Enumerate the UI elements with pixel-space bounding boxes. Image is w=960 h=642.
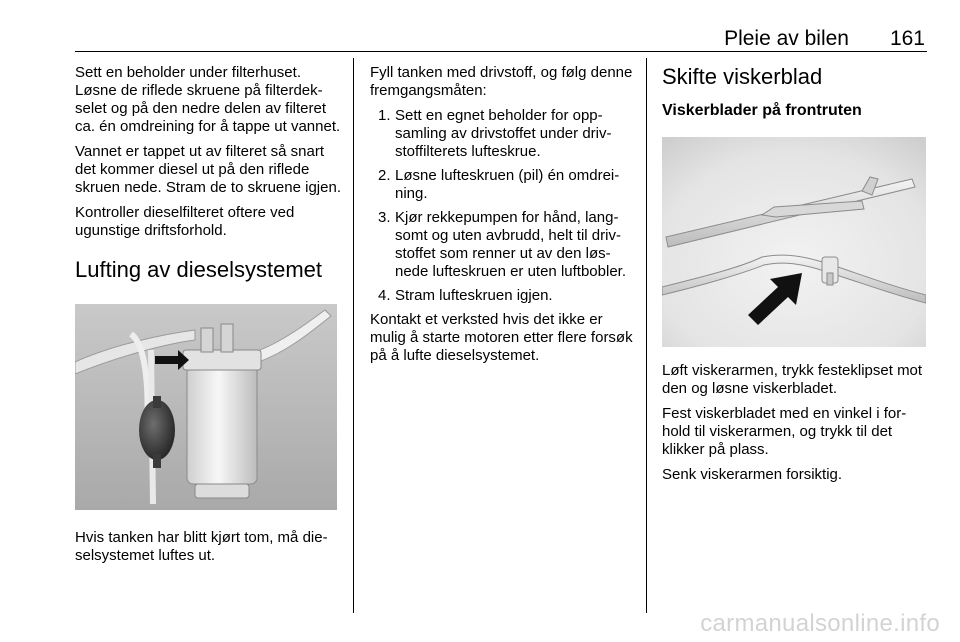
step-text: Løsne lufteskruen (pil) én omdreining.: [395, 167, 620, 202]
step-number: 3.: [378, 209, 391, 226]
steps-list: [370, 107, 638, 305]
step-text: Kjør rekkepumpen for hånd, langsomt og uten avbrudd, helt til drivstoffet som renner ut av den løsnede lufteskruen er uten luftbobler.: [395, 209, 626, 280]
subheading: Viskerblader på frontruten: [662, 102, 862, 119]
page-header: [75, 0, 927, 52]
column-3: [662, 64, 928, 491]
paragraph: Senk viskerarmen forsiktig.: [662, 466, 843, 483]
page-number: 161: [889, 27, 925, 50]
column-2: [370, 64, 638, 372]
paragraph: Løft viskerarmen, trykk festeklipset mot den og løsne viskerbladet.: [662, 362, 923, 397]
paragraph: Fest viskerbladet med en vinkel i forhold til viskerarmen, og trykk til det klikker på plass.: [662, 405, 907, 458]
list-item: [370, 167, 638, 203]
watermark: carmanualsonline.info: [700, 610, 940, 637]
step-number: 2.: [378, 167, 391, 184]
column-divider: [353, 58, 354, 613]
list-item: [370, 107, 638, 161]
paragraph: Fyll tanken med drivstoff, og følg denne fremgangsmåten:: [370, 64, 633, 99]
step-text: Sett en egnet beholder for oppsamling av drivstoffet under drivstoffilterets lufteskrue.: [395, 107, 612, 160]
step-number: 4.: [378, 287, 391, 304]
section-heading: Skifte viskerblad: [662, 64, 823, 89]
list-item: [370, 287, 638, 305]
step-number: 1.: [378, 107, 391, 124]
wiper-blade-illustration: [662, 137, 926, 347]
diesel-filter-illustration: [75, 304, 337, 510]
paragraph: Sett en beholder under filterhuset. Løsne de riflede skruene på filterdekselet og på den nedre delen av filteret ca. én omdreining for å tappe ut vannet.: [75, 64, 341, 135]
paragraph: Vannet er tappet ut av filteret så snart det kommer diesel ut på den riflede skruen nede. Stram de to skruene igjen.: [75, 143, 341, 196]
column-divider: [646, 58, 647, 613]
column-1: [75, 64, 345, 572]
paragraph: Kontroller dieselfilteret oftere ved ugunstige driftsforhold.: [75, 204, 295, 239]
figure-caption: Hvis tanken har blitt kjørt tom, må dieselsystemet luftes ut.: [75, 529, 328, 564]
section-heading: Lufting av dieselsystemet: [75, 257, 323, 282]
paragraph: Kontakt et verksted hvis det ikke er mulig å starte motoren etter flere forsøk på å lufte dieselsystemet.: [370, 311, 633, 364]
step-text: Stram lufteskruen igjen.: [395, 287, 553, 304]
header-rule: [75, 51, 927, 52]
list-item: [370, 209, 638, 281]
section-title: Pleie av bilen: [724, 27, 849, 50]
